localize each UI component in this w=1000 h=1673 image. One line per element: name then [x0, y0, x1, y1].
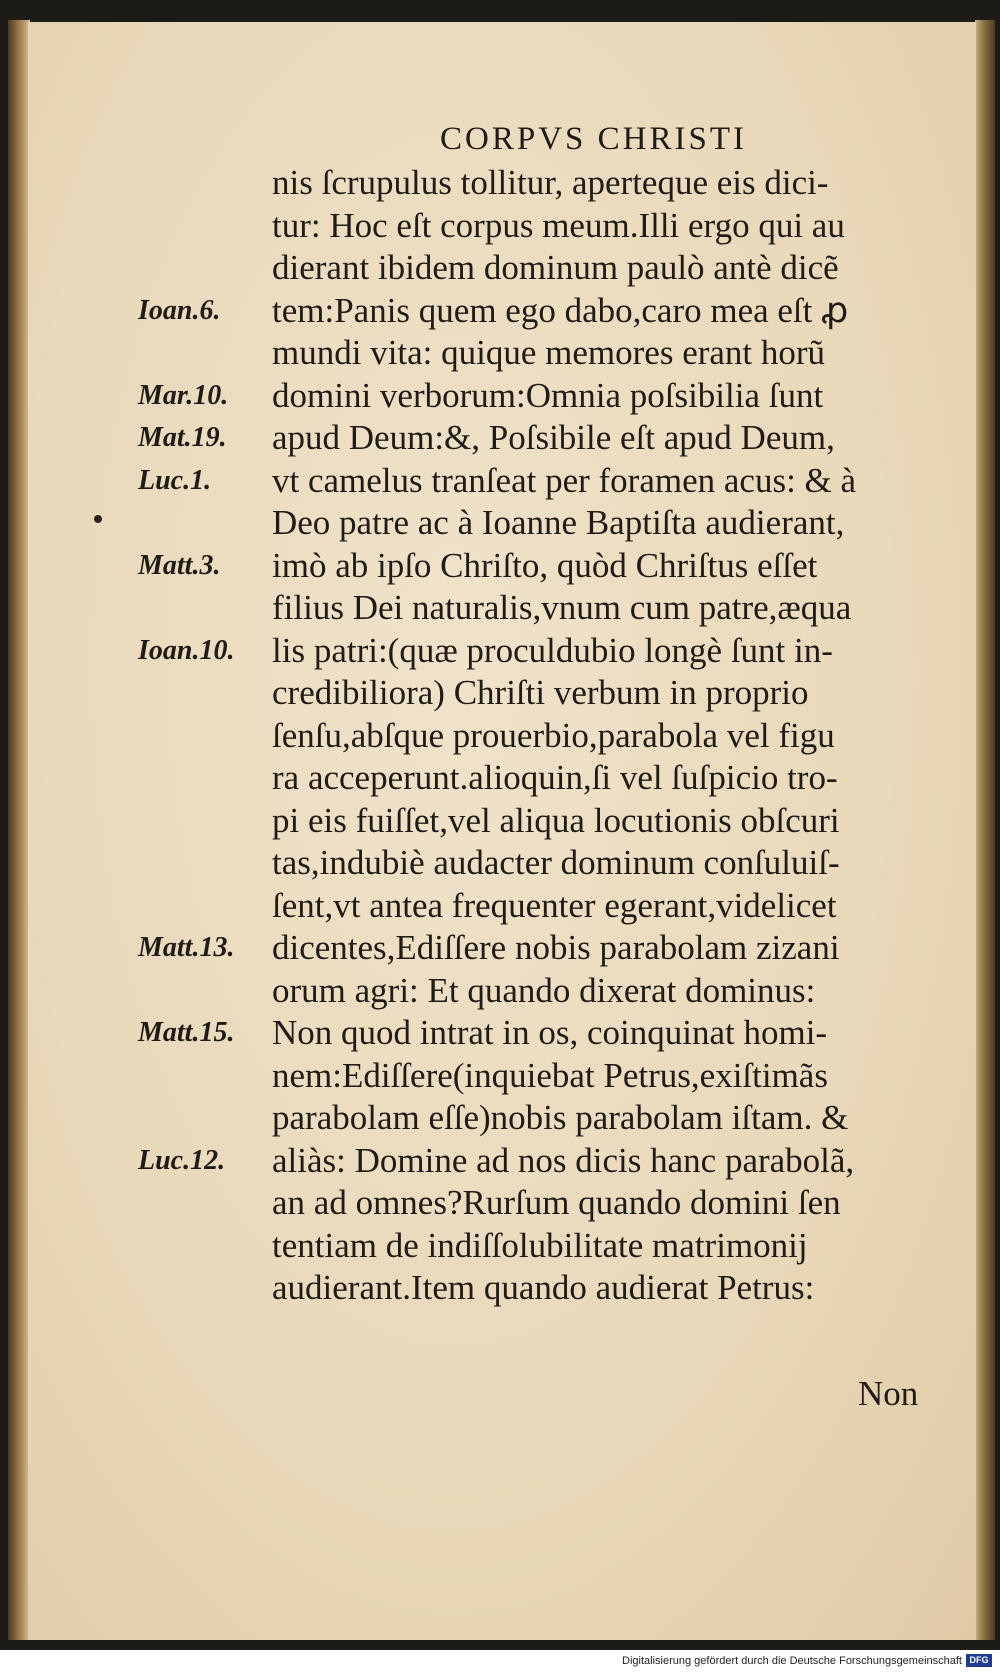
page-edge-right	[975, 20, 995, 1640]
text-line: domini verborum:Omnia poſsibilia ſunt	[272, 375, 824, 415]
text-line: audierant.Item quando audierat Petrus:	[272, 1268, 815, 1307]
text-line: nem:Ediſſere(inquiebat Petrus,exiſtimãs	[272, 1055, 828, 1095]
text-line: ra acceperunt.alioquin,ſi vel ſuſpicio tro-	[272, 758, 838, 797]
marginal-reference: Luc.1.	[138, 464, 212, 496]
marginal-reference: Mat.19.	[138, 422, 227, 453]
text-line: ſent,vt antea frequenter egerant,videlicet	[272, 885, 837, 925]
text-line: aliàs: Domine ad nos dicis hanc parabolã,	[272, 1140, 855, 1180]
text-line: pi eis fuiſſet,vel aliqua locutionis obſcuri	[272, 800, 840, 840]
text-line: Deo patre ac à Ioanne Baptiſta audierant,	[272, 503, 845, 542]
text-line: dierant ibidem dominum paulò antè dicẽ	[272, 248, 839, 287]
text-line: orum agri: Et quando dixerat dominus:	[272, 970, 816, 1010]
marginal-reference: Luc.12.	[138, 1144, 226, 1176]
footer-credit: Digitalisierung gefördert durch die Deutsche Forschungsgemeinschaft	[622, 1655, 962, 1667]
text-line: dicentes,Ediſſere nobis parabolam zizani	[272, 928, 840, 967]
text-line: an ad omnes?Rurſum quando domini ſen	[272, 1183, 841, 1222]
text-line: credibiliora) Chriſti verbum in proprio	[272, 673, 809, 712]
text-line: parabolam eſſe)nobis parabolam iſtam. &	[272, 1098, 849, 1137]
marginal-reference: Mar.10.	[138, 379, 229, 411]
text-line: ſenſu,abſque prouerbio,parabola vel figu	[272, 715, 835, 755]
page-edge-left	[8, 20, 30, 1640]
text-line: filius Dei naturalis,vnum cum patre,æqua	[272, 588, 852, 627]
dfg-logo: DFG	[966, 1654, 992, 1667]
text-line: lis patri:(quæ proculdubio longè ſunt in-	[272, 630, 833, 670]
text-line: mundi vita: quique memores erant horũ	[272, 333, 826, 372]
text-line: vt camelus tranſeat per foramen acus: & à	[272, 460, 857, 500]
text-line: imò ab ipſo Chriſto, quòd Chriſtus eſſet	[272, 545, 818, 585]
text-line: tem:Panis quem ego dabo,caro mea eſt ꝓ	[272, 290, 849, 330]
marginal-reference: Ioan.10.	[138, 634, 235, 666]
text-line: tas,indubiè audacter dominum conſuluiſ-	[272, 843, 840, 882]
text-line: apud Deum:&, Poſsibile eſt apud Deum,	[272, 418, 835, 457]
text-line: tentiam de indiſſolubilitate matrimonij	[272, 1225, 808, 1265]
ink-spot	[94, 515, 102, 523]
marginal-reference: Ioan.6.	[138, 294, 221, 326]
marginal-reference: Matt.13.	[138, 932, 235, 963]
text-line: tur: Hoc eſt corpus meum.Illi ergo qui au	[272, 205, 845, 245]
marginal-reference: Matt.3.	[138, 549, 221, 581]
catchword: Non	[858, 1374, 919, 1413]
text-line: nis ſcrupulus tollitur, aperteque eis dici-	[272, 163, 829, 202]
marginal-reference: Matt.15.	[138, 1017, 235, 1048]
text-line: Non quod intrat in os, coinquinat homi-	[272, 1013, 828, 1052]
running-head: CORPVS CHRISTI	[440, 121, 747, 157]
